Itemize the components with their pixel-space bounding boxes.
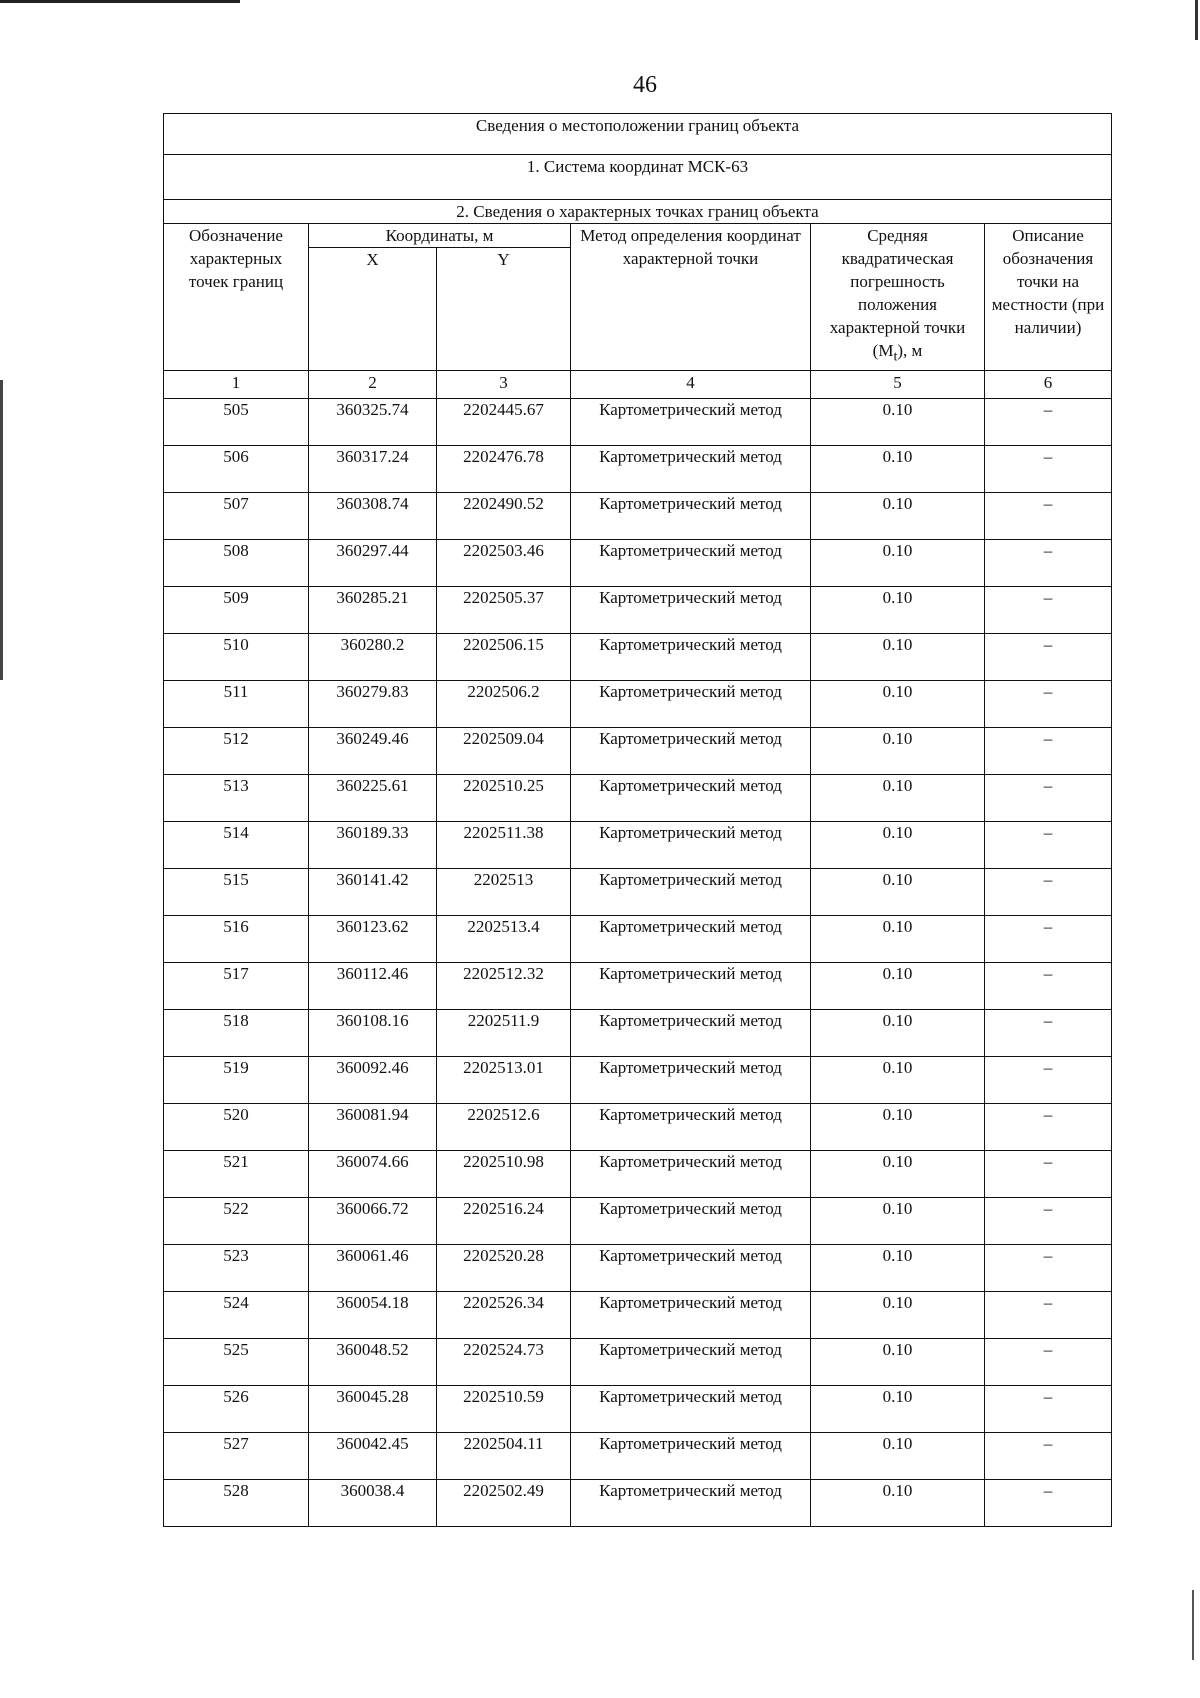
table-row [164,1339,1112,1386]
cell-error: 0.10 [811,1104,985,1151]
header-error-subscript: t [893,348,898,365]
cell-method: Картометрический метод [571,775,811,822]
cell-x: 360297.44 [309,540,437,587]
table-row [164,1433,1112,1480]
cell-point-id: 528 [164,1480,309,1527]
cell-x: 360045.28 [309,1386,437,1433]
cell-point-id: 522 [164,1198,309,1245]
cell-x: 360279.83 [309,681,437,728]
table-row [164,681,1112,728]
cell-y: 2202511.9 [437,1010,571,1057]
cell-error: 0.10 [811,1151,985,1198]
cell-y: 2202504.11 [437,1433,571,1480]
table-row [164,1010,1112,1057]
header-x: X [309,248,437,371]
cell-error: 0.10 [811,775,985,822]
table-row [164,1057,1112,1104]
cell-point-id: 521 [164,1151,309,1198]
cell-point-id: 513 [164,775,309,822]
cell-description: – [985,963,1112,1010]
cell-point-id: 519 [164,1057,309,1104]
header-method: Метод определения координат характерной точки [571,224,811,371]
cell-error: 0.10 [811,963,985,1010]
cell-error: 0.10 [811,869,985,916]
cell-description: – [985,493,1112,540]
header-error-unit: ), м [897,341,923,360]
cell-x: 360066.72 [309,1198,437,1245]
column-number: 3 [437,371,571,399]
cell-error: 0.10 [811,1339,985,1386]
cell-method: Картометрический метод [571,1480,811,1527]
cell-x: 360061.46 [309,1245,437,1292]
cell-y: 2202513.01 [437,1057,571,1104]
cell-point-id: 520 [164,1104,309,1151]
table-row [164,822,1112,869]
cell-error: 0.10 [811,1245,985,1292]
table-row [164,1104,1112,1151]
table-row [164,634,1112,681]
cell-error: 0.10 [811,1292,985,1339]
cell-error: 0.10 [811,728,985,775]
cell-error: 0.10 [811,399,985,446]
cell-x: 360141.42 [309,869,437,916]
cell-method: Картометрический метод [571,916,811,963]
cell-error: 0.10 [811,1433,985,1480]
cell-x: 360112.46 [309,963,437,1010]
cell-description: – [985,916,1112,963]
coordinate-system: 1. Система координат МСК-63 [164,155,1112,200]
scan-edge-mark [0,380,3,680]
cell-y: 2202520.28 [437,1245,571,1292]
table-row [164,587,1112,634]
cell-description: – [985,1386,1112,1433]
table-row [164,1386,1112,1433]
cell-y: 2202524.73 [437,1339,571,1386]
cell-y: 2202513 [437,869,571,916]
scan-edge-mark [1192,1590,1194,1660]
cell-y: 2202509.04 [437,728,571,775]
cell-method: Картометрический метод [571,493,811,540]
column-number: 1 [164,371,309,399]
cell-point-id: 514 [164,822,309,869]
column-number: 4 [571,371,811,399]
table-row [164,869,1112,916]
cell-method: Картометрический метод [571,587,811,634]
cell-y: 2202513.4 [437,916,571,963]
cell-error: 0.10 [811,681,985,728]
cell-method: Картометрический метод [571,728,811,775]
cell-x: 360280.2 [309,634,437,681]
cell-point-id: 505 [164,399,309,446]
cell-description: – [985,1057,1112,1104]
cell-point-id: 512 [164,728,309,775]
cell-x: 360108.16 [309,1010,437,1057]
cell-method: Картометрический метод [571,1151,811,1198]
table-row [164,1245,1112,1292]
cell-description: – [985,1339,1112,1386]
table-row [164,775,1112,822]
cell-point-id: 506 [164,446,309,493]
cell-point-id: 518 [164,1010,309,1057]
cell-point-id: 510 [164,634,309,681]
cell-y: 2202503.46 [437,540,571,587]
cell-y: 2202445.67 [437,399,571,446]
cell-error: 0.10 [811,587,985,634]
cell-x: 360317.24 [309,446,437,493]
points-section-title: 2. Сведения о характерных точках границ объекта [164,200,1112,224]
header-coordinates: Координаты, м [309,224,571,248]
cell-y: 2202512.32 [437,963,571,1010]
table-row [164,963,1112,1010]
cell-x: 360092.46 [309,1057,437,1104]
cell-error: 0.10 [811,1198,985,1245]
table-row [164,540,1112,587]
table-row [164,1151,1112,1198]
cell-description: – [985,681,1112,728]
cell-error: 0.10 [811,493,985,540]
cell-x: 360081.94 [309,1104,437,1151]
cell-point-id: 509 [164,587,309,634]
cell-y: 2202506.2 [437,681,571,728]
cell-x: 360285.21 [309,587,437,634]
cell-point-id: 526 [164,1386,309,1433]
cell-y: 2202490.52 [437,493,571,540]
cell-error: 0.10 [811,446,985,493]
header-description: Описание обозначения точки на местности (при наличии) [985,224,1112,371]
cell-x: 360189.33 [309,822,437,869]
cell-description: – [985,1292,1112,1339]
table-row [164,446,1112,493]
cell-x: 360054.18 [309,1292,437,1339]
cell-x: 360074.66 [309,1151,437,1198]
cell-y: 2202502.49 [437,1480,571,1527]
cell-y: 2202512.6 [437,1104,571,1151]
cell-description: – [985,728,1112,775]
cell-x: 360042.45 [309,1433,437,1480]
cell-description: – [985,399,1112,446]
cell-point-id: 516 [164,916,309,963]
cell-y: 2202506.15 [437,634,571,681]
cell-point-id: 524 [164,1292,309,1339]
cell-method: Картометрический метод [571,681,811,728]
column-number: 5 [811,371,985,399]
cell-description: – [985,634,1112,681]
cell-x: 360048.52 [309,1339,437,1386]
cell-method: Картометрический метод [571,869,811,916]
cell-description: – [985,1151,1112,1198]
column-number: 2 [309,371,437,399]
scan-edge-mark [0,0,240,3]
cell-point-id: 511 [164,681,309,728]
table-title: Сведения о местоположении границ объекта [164,114,1112,155]
cell-method: Картометрический метод [571,1010,811,1057]
cell-description: – [985,446,1112,493]
cell-x: 360038.4 [309,1480,437,1527]
cell-error: 0.10 [811,1057,985,1104]
cell-point-id: 517 [164,963,309,1010]
cell-point-id: 523 [164,1245,309,1292]
table-row [164,1480,1112,1527]
table-row [164,728,1112,775]
cell-y: 2202510.59 [437,1386,571,1433]
cell-x: 360308.74 [309,493,437,540]
cell-method: Картометрический метод [571,1198,811,1245]
cell-description: – [985,1433,1112,1480]
page-number: 46 [633,72,657,98]
cell-y: 2202510.98 [437,1151,571,1198]
cell-error: 0.10 [811,1010,985,1057]
cell-point-id: 508 [164,540,309,587]
cell-y: 2202505.37 [437,587,571,634]
cell-description: – [985,540,1112,587]
header-point-designation: Обозначение характерных точек границ [164,224,309,371]
cell-error: 0.10 [811,634,985,681]
cell-point-id: 527 [164,1433,309,1480]
header-error [811,224,985,371]
boundary-points-table [163,113,1112,1527]
cell-method: Картометрический метод [571,1339,811,1386]
table-row [164,916,1112,963]
cell-description: – [985,869,1112,916]
cell-y: 2202476.78 [437,446,571,493]
cell-method: Картометрический метод [571,399,811,446]
cell-description: – [985,1245,1112,1292]
cell-method: Картометрический метод [571,634,811,681]
cell-method: Картометрический метод [571,1057,811,1104]
cell-point-id: 525 [164,1339,309,1386]
cell-description: – [985,587,1112,634]
cell-method: Картометрический метод [571,1292,811,1339]
cell-x: 360123.62 [309,916,437,963]
cell-error: 0.10 [811,1386,985,1433]
cell-y: 2202516.24 [437,1198,571,1245]
cell-description: – [985,1010,1112,1057]
cell-method: Картометрический метод [571,1386,811,1433]
cell-method: Картометрический метод [571,1104,811,1151]
table-row [164,1292,1112,1339]
cell-method: Картометрический метод [571,822,811,869]
cell-x: 360249.46 [309,728,437,775]
cell-description: – [985,1198,1112,1245]
table-row [164,493,1112,540]
cell-x: 360225.61 [309,775,437,822]
header-y: Y [437,248,571,371]
table-row [164,1198,1112,1245]
cell-description: – [985,1104,1112,1151]
scan-edge-mark [1195,0,1198,40]
cell-error: 0.10 [811,916,985,963]
cell-y: 2202511.38 [437,822,571,869]
cell-description: – [985,822,1112,869]
column-number: 6 [985,371,1112,399]
cell-description: – [985,1480,1112,1527]
cell-y: 2202526.34 [437,1292,571,1339]
cell-error: 0.10 [811,822,985,869]
cell-error: 0.10 [811,1480,985,1527]
cell-point-id: 515 [164,869,309,916]
cell-description: – [985,775,1112,822]
cell-method: Картометрический метод [571,963,811,1010]
cell-y: 2202510.25 [437,775,571,822]
table-row [164,399,1112,446]
cell-error: 0.10 [811,540,985,587]
cell-method: Картометрический метод [571,540,811,587]
cell-point-id: 507 [164,493,309,540]
cell-x: 360325.74 [309,399,437,446]
cell-method: Картометрический метод [571,1433,811,1480]
cell-method: Картометрический метод [571,1245,811,1292]
cell-method: Картометрический метод [571,446,811,493]
header-error-text: Средняя квадратическая погрешность положения характерной точки (M [829,226,966,360]
